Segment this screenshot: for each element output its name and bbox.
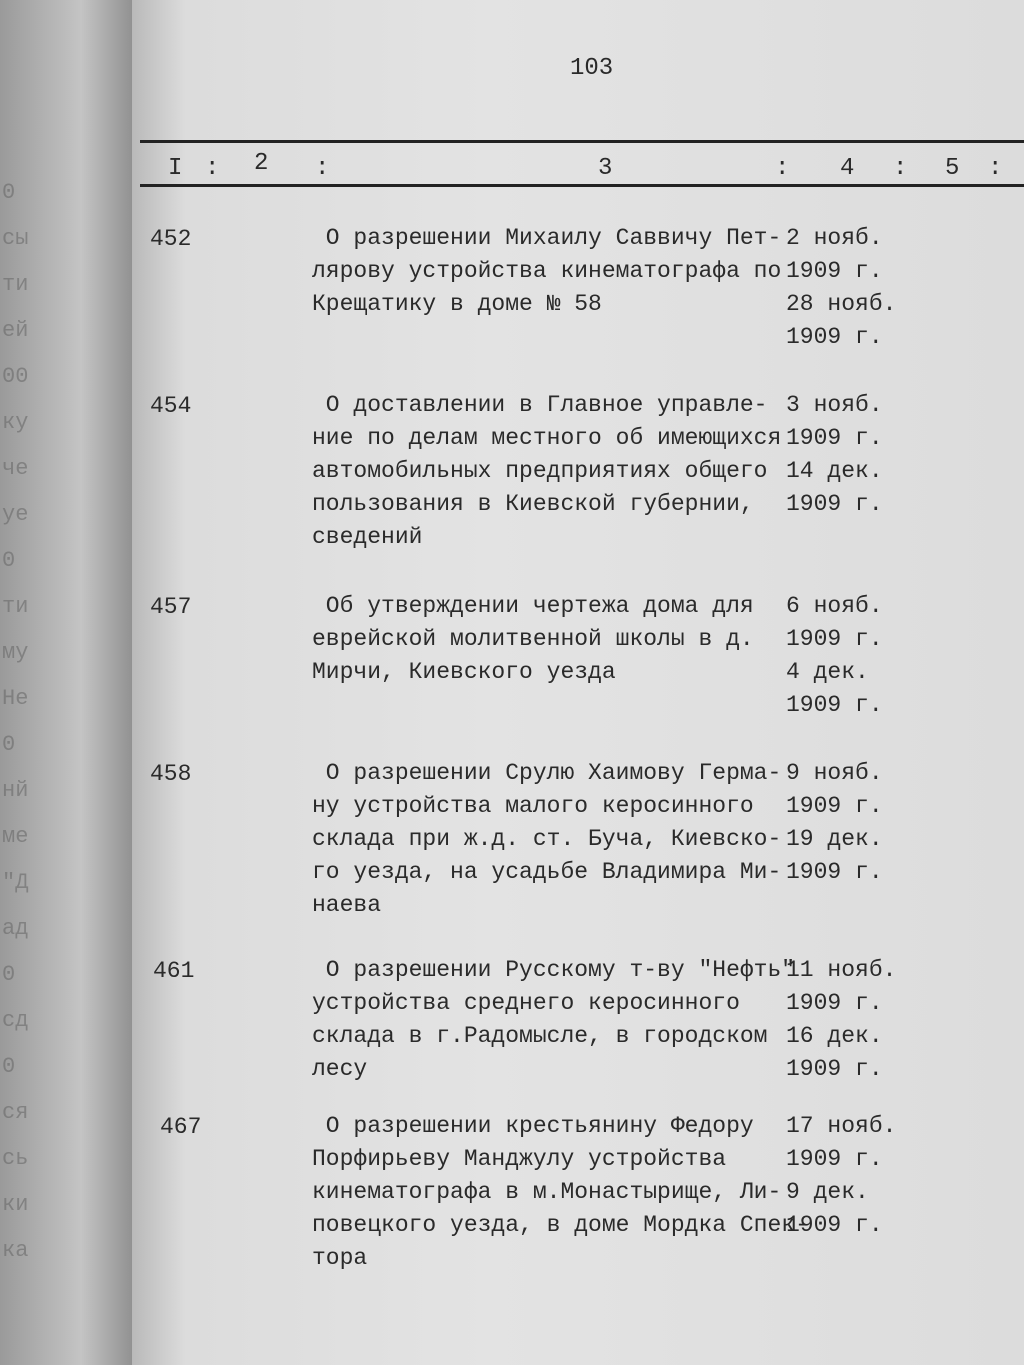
facing-page-fragment: ки bbox=[2, 1192, 29, 1217]
column-header: I bbox=[168, 155, 183, 182]
column-separator: : bbox=[988, 155, 1003, 182]
description-line: еврейской молитвенной школы в д. bbox=[312, 626, 754, 652]
description-line: устройства среднего керосинного bbox=[312, 990, 740, 1016]
date-year: 1909 г. bbox=[786, 491, 883, 517]
date-day-month: 11 нояб. bbox=[786, 957, 897, 983]
description-line: повецкого уезда, в доме Мордка Спек- bbox=[312, 1212, 809, 1238]
facing-page-fragment: 0 bbox=[2, 962, 16, 987]
facing-page-fragment: "Д bbox=[2, 870, 29, 895]
facing-page-fragment: Не bbox=[2, 686, 29, 711]
description-line: кинематографа в м.Монастырище, Ли- bbox=[312, 1179, 782, 1205]
facing-page-fragment: ме bbox=[2, 824, 29, 849]
facing-page-fragment: ся bbox=[2, 1100, 29, 1125]
description-line: Мирчи, Киевского уезда bbox=[312, 659, 616, 685]
facing-page-fragment: ку bbox=[2, 410, 29, 435]
entry-description bbox=[312, 590, 754, 689]
column-separator: : bbox=[315, 155, 330, 182]
date-day-month: 28 нояб. bbox=[786, 291, 897, 317]
date-day-month: 9 дек. bbox=[786, 1179, 869, 1205]
entry-dates bbox=[786, 1110, 896, 1242]
column-header: 4 bbox=[840, 155, 855, 182]
column-separator: : bbox=[205, 155, 220, 182]
date-day-month: 9 нояб. bbox=[786, 760, 883, 786]
facing-page-fragment: сы bbox=[2, 226, 29, 251]
description-line: О разрешении Срулю Хаимову Герма- bbox=[312, 760, 782, 786]
date-year: 1909 г. bbox=[786, 626, 883, 652]
date-day-month: 3 нояб. bbox=[786, 392, 883, 418]
description-line: автомобильных предприятиях общего bbox=[312, 458, 768, 484]
date-year: 1909 г. bbox=[786, 859, 883, 885]
entry-number: 452 bbox=[150, 226, 192, 252]
facing-page-fragment: че bbox=[2, 456, 29, 481]
entry-description bbox=[312, 222, 781, 321]
description-line: ние по делам местного об имеющихся bbox=[312, 425, 782, 451]
description-line: ну устройства малого керосинного bbox=[312, 793, 754, 819]
description-line: О разрешении крестьянину Федору bbox=[312, 1113, 754, 1139]
entry-number: 467 bbox=[160, 1114, 202, 1140]
description-line: склада при ж.д. ст. Буча, Киевско- bbox=[312, 826, 782, 852]
description-line: Об утверждении чертежа дома для bbox=[312, 593, 754, 619]
description-line: лесу bbox=[312, 1056, 368, 1082]
description-line: тора bbox=[312, 1245, 368, 1271]
entry-dates bbox=[786, 222, 896, 354]
facing-page-fragment: ка bbox=[2, 1238, 29, 1263]
facing-page-fragment: 00 bbox=[2, 364, 29, 389]
date-day-month: 6 нояб. bbox=[786, 593, 883, 619]
description-line: О разрешении Михаилу Саввичу Пет- bbox=[312, 225, 782, 251]
column-separator: : bbox=[775, 155, 790, 182]
page-number: 103 bbox=[570, 55, 614, 82]
facing-page-fragment: 0 bbox=[2, 732, 16, 757]
date-day-month: 4 дек. bbox=[786, 659, 869, 685]
facing-page-fragment: ти bbox=[2, 272, 29, 297]
date-year: 1909 г. bbox=[786, 425, 883, 451]
column-header: 5 bbox=[945, 155, 960, 182]
entry-description bbox=[312, 954, 795, 1086]
description-line: го уезда, на усадьбе Владимира Ми- bbox=[312, 859, 782, 885]
date-day-month: 2 нояб. bbox=[786, 225, 883, 251]
description-line: сведений bbox=[312, 524, 423, 550]
date-day-month: 14 дек. bbox=[786, 458, 883, 484]
description-line: наева bbox=[312, 892, 382, 918]
facing-page-edge bbox=[0, 0, 135, 1365]
date-year: 1909 г. bbox=[786, 692, 883, 718]
date-year: 1909 г. bbox=[786, 1146, 883, 1172]
description-line: О разрешении Русскому т-ву "Нефть" bbox=[312, 957, 796, 983]
header-rule-bottom bbox=[140, 184, 1024, 187]
entry-dates bbox=[786, 954, 896, 1086]
date-year: 1909 г. bbox=[786, 1212, 883, 1238]
facing-page-fragment: 0 bbox=[2, 548, 16, 573]
date-year: 1909 г. bbox=[786, 258, 883, 284]
date-day-month: 17 нояб. bbox=[786, 1113, 897, 1139]
entry-dates bbox=[786, 590, 883, 722]
entry-number: 454 bbox=[150, 393, 192, 419]
date-year: 1909 г. bbox=[786, 1056, 883, 1082]
facing-page-fragment: ей bbox=[2, 318, 29, 343]
facing-page-fragment: сь bbox=[2, 1146, 29, 1171]
column-separator: : bbox=[893, 155, 908, 182]
entry-description bbox=[312, 757, 781, 922]
facing-page-fragment: нй bbox=[2, 778, 29, 803]
date-year: 1909 г. bbox=[786, 793, 883, 819]
date-day-month: 16 дек. bbox=[786, 1023, 883, 1049]
entry-dates bbox=[786, 757, 883, 889]
date-year: 1909 г. bbox=[786, 324, 883, 350]
description-line: пользования в Киевской губернии, bbox=[312, 491, 754, 517]
description-line: Порфирьеву Манджулу устройства bbox=[312, 1146, 727, 1172]
description-line: О доставлении в Главное управле- bbox=[312, 392, 768, 418]
entry-description bbox=[312, 389, 781, 554]
facing-page-fragment: 0 bbox=[2, 1054, 16, 1079]
entry-number: 458 bbox=[150, 761, 192, 787]
entry-number: 457 bbox=[150, 594, 192, 620]
description-line: Крещатику в доме № 58 bbox=[312, 291, 602, 317]
facing-page-fragment: ти bbox=[2, 594, 29, 619]
facing-page-fragment: уе bbox=[2, 502, 29, 527]
description-line: лярову устройства кинематографа по bbox=[312, 258, 782, 284]
facing-page-fragment: сд bbox=[2, 1008, 29, 1033]
column-header: 3 bbox=[598, 155, 613, 182]
entry-number: 461 bbox=[153, 958, 195, 984]
date-day-month: 19 дек. bbox=[786, 826, 883, 852]
facing-page-fragment: му bbox=[2, 640, 29, 665]
facing-page-fragment: ад bbox=[2, 916, 29, 941]
entry-dates bbox=[786, 389, 883, 521]
date-year: 1909 г. bbox=[786, 990, 883, 1016]
facing-page-fragment: 0 bbox=[2, 180, 16, 205]
header-rule-top bbox=[140, 140, 1024, 143]
description-line: склада в г.Радомысле, в городском bbox=[312, 1023, 768, 1049]
entry-description bbox=[312, 1110, 809, 1275]
column-header: 2 bbox=[254, 150, 269, 177]
